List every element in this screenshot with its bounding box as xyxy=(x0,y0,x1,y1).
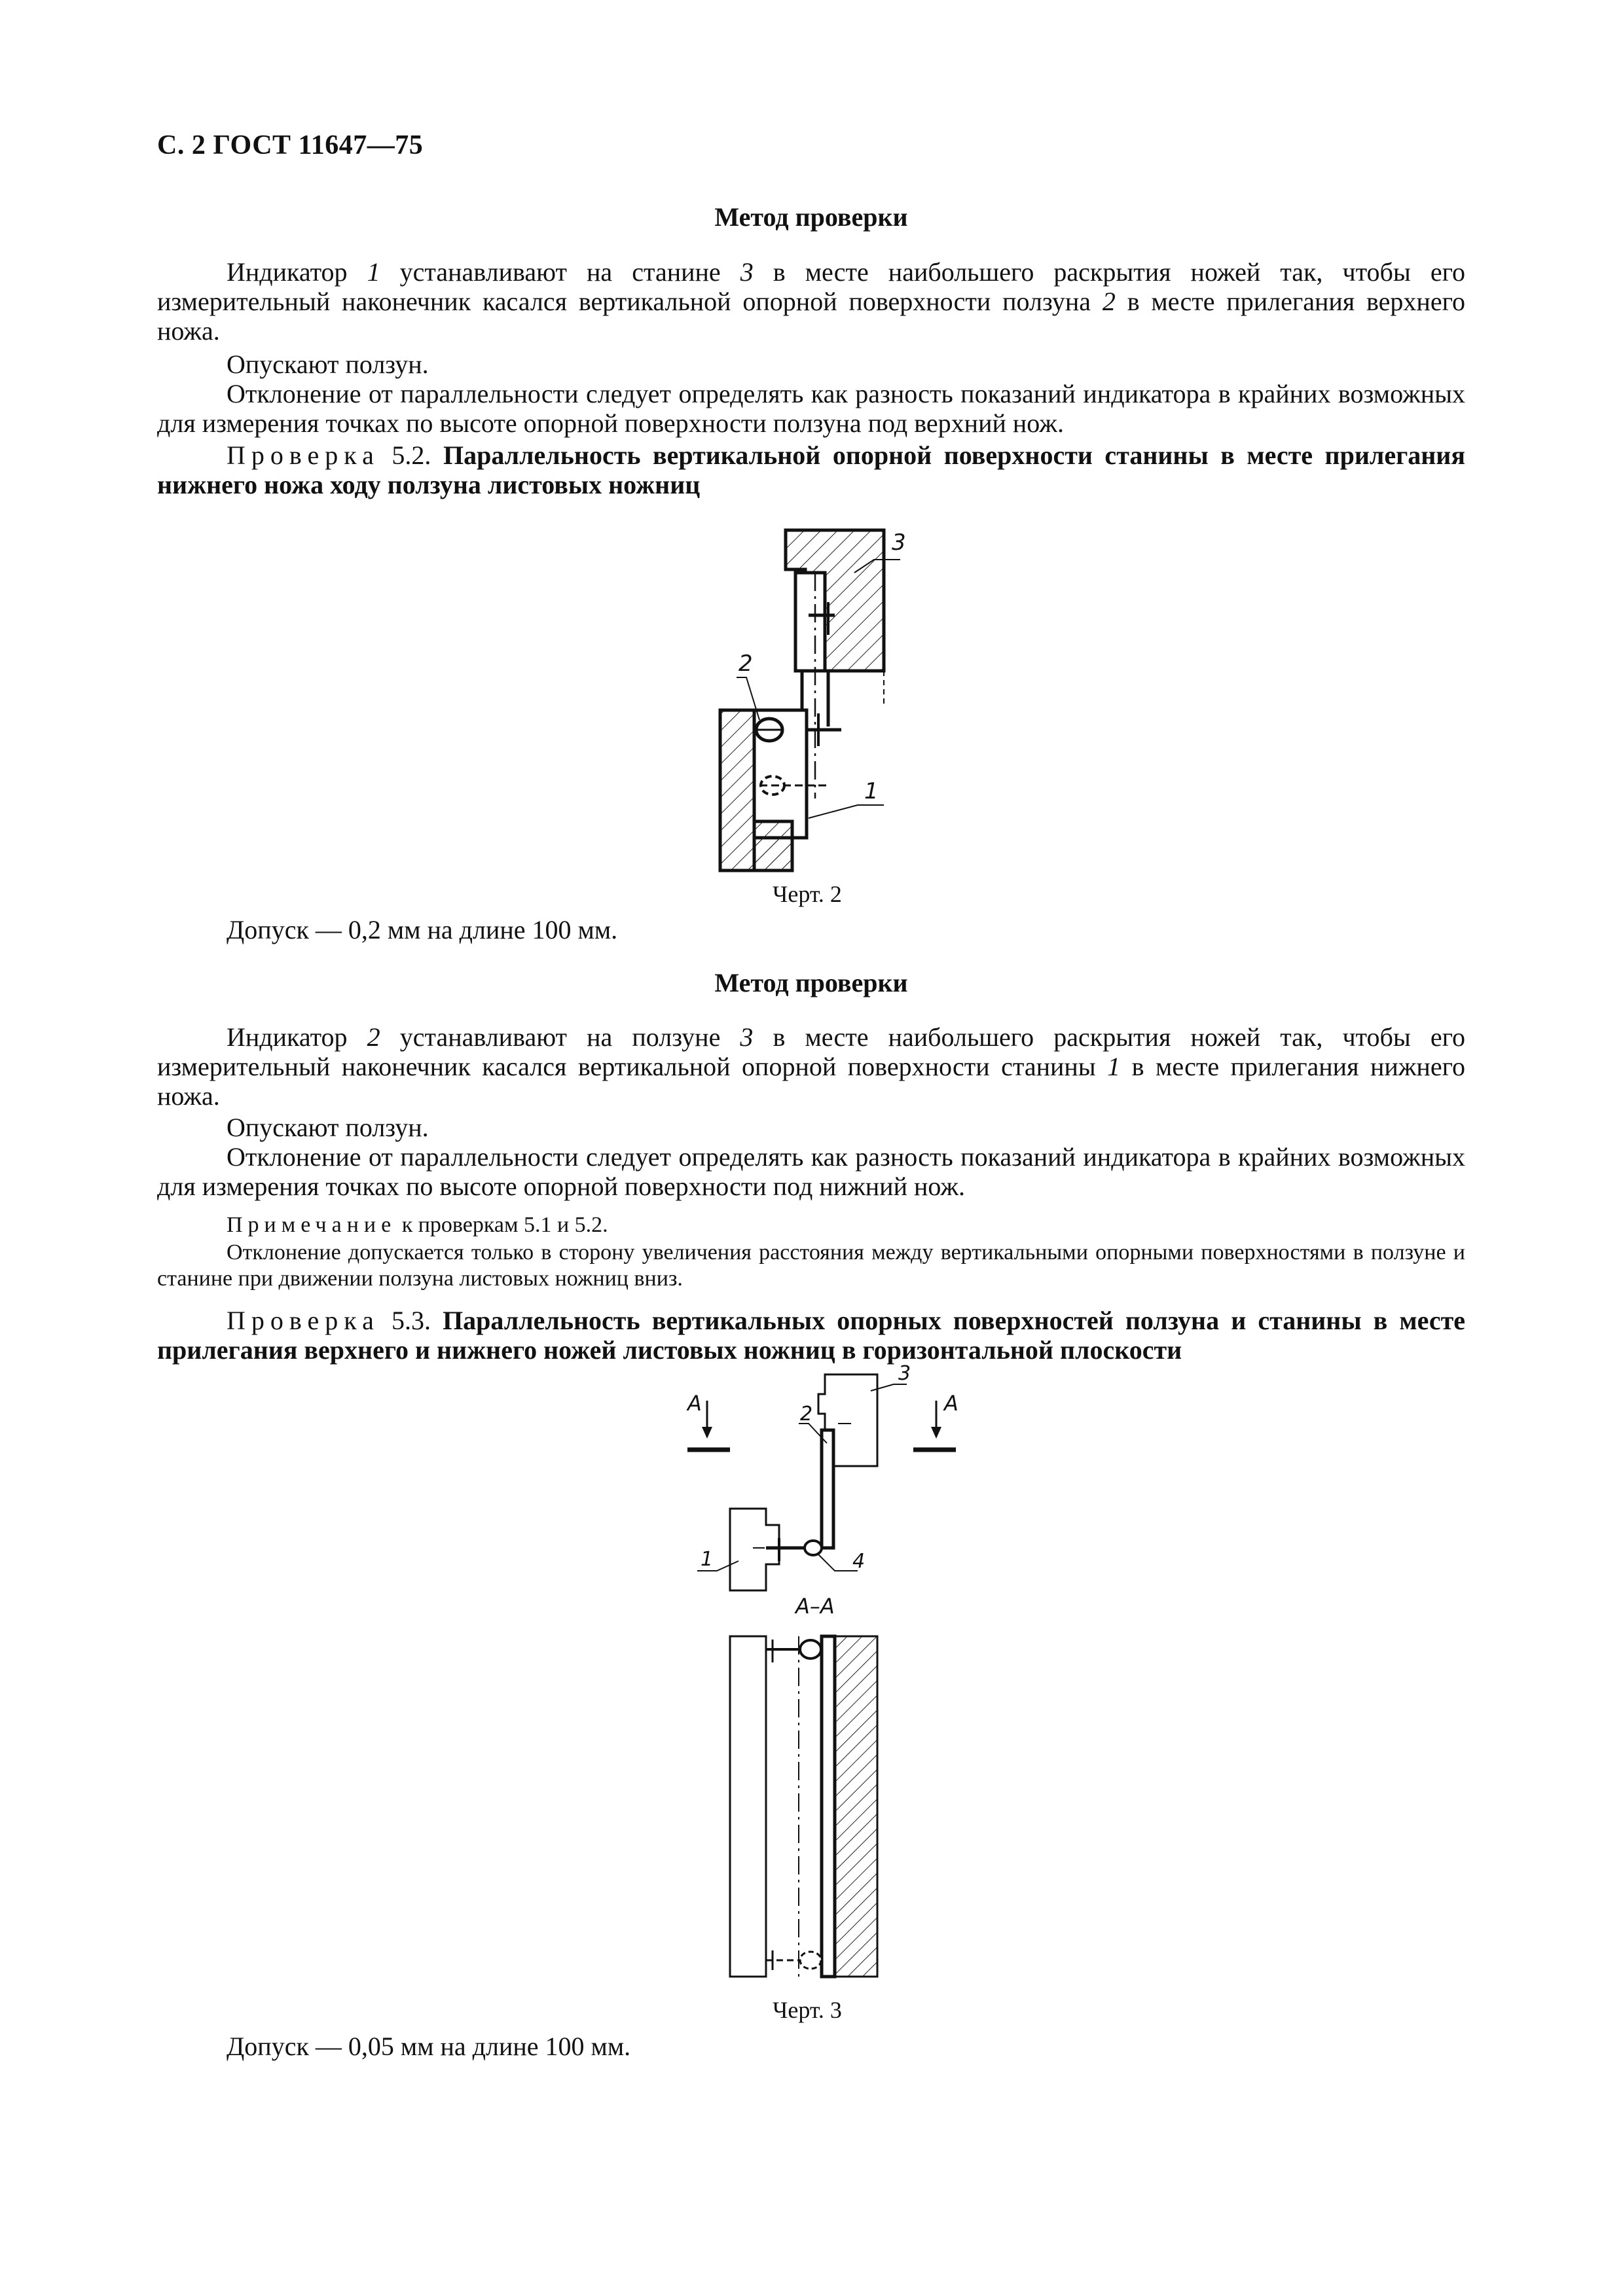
indicator-part-4 xyxy=(805,1541,822,1555)
page-header: С. 2 ГОСТ 11647—75 xyxy=(157,130,424,160)
label-3: 3 xyxy=(892,529,906,556)
section-indicator-bottom xyxy=(800,1952,821,1969)
method-heading-1: Метод проверки xyxy=(714,202,908,232)
section-frame xyxy=(730,1636,766,1977)
note-title: Примечание к проверкам 5.1 и 5.2. xyxy=(227,1213,608,1237)
label-1: 1 xyxy=(864,778,879,804)
method-2-paragraph-3: Отклонение от параллельности следует определять как разность показаний индикатора в крайних возможных для измерения точках по высоте опорной поверхности под нижний нож. xyxy=(157,1142,1465,1201)
label-2: 2 xyxy=(800,1403,813,1426)
tolerance-5-2: Допуск — 0,2 мм на длине 100 мм. xyxy=(227,915,618,944)
label-1: 1 xyxy=(701,1548,714,1571)
method-2-paragraph-1: Индикатор 2 устанавливают на ползуне 3 в месте наибольшего раскрытия ножей так, чтобы его измерительный наконечник касался вертикальной опорной поверхности станины 1 в месте прилегания нижнего ножа. xyxy=(157,1022,1465,1111)
section-arrow-left xyxy=(686,1391,730,1450)
figure-2-drawing xyxy=(707,511,956,864)
svg-text:A: A xyxy=(687,1391,702,1416)
method-1-paragraph-3: Отклонение от параллельности следует определять как разность показаний индикатора в крайних возможных для измерения точках по высоте опорной поверхности ползуна под верхний нож. xyxy=(157,379,1465,438)
method-heading-2: Метод проверки xyxy=(714,968,908,997)
figure-2-caption: Черт. 2 xyxy=(773,881,842,907)
check-5-2-title: Проверка 5.2. Параллельность вертикальной опорной поверхности станины в месте прилегания нижнего ножа ходу ползуна листовых ножниц xyxy=(157,440,1465,499)
label-2: 2 xyxy=(739,651,753,677)
method-1-paragraph-2: Опускают ползун. xyxy=(227,350,429,379)
section-label: A–A xyxy=(795,1594,835,1619)
figure-3-caption: Черт. 3 xyxy=(773,1997,842,2023)
section-slider-hatched xyxy=(835,1636,877,1977)
knife-part-2 xyxy=(822,1430,833,1548)
section-arrow-right xyxy=(913,1391,958,1450)
method-2-paragraph-2: Опускают ползун. xyxy=(227,1113,429,1142)
label-3: 3 xyxy=(898,1362,911,1385)
note-text: Отклонение допускается только в сторону увеличения расстояния между вертикальными опорными поверхностями в ползуне и станине при движении ползуна листовых ножниц вниз. xyxy=(157,1240,1465,1291)
method-1-paragraph-1: Индикатор 1 устанавливают на станине 3 в месте наибольшего раскрытия ножей так, чтобы его измерительный наконечник касался вертикальной опорной поверхности ползуна 2 в месте прилегания верхнего ножа. xyxy=(157,257,1465,346)
label-4: 4 xyxy=(852,1550,866,1573)
tolerance-5-3: Допуск — 0,05 мм на длине 100 мм. xyxy=(227,2032,631,2061)
section-indicator-top xyxy=(800,1640,821,1659)
section-a-a-drawing xyxy=(720,1630,890,1983)
check-5-3-title: Проверка 5.3. Параллельность вертикальных опорных поверхностей ползуна и станины в месте прилегания верхнего и нижнего ножей листовых ножниц в горизонтальной плоскости xyxy=(157,1306,1466,1365)
svg-text:A: A xyxy=(944,1391,958,1416)
upper-frame-part-3 xyxy=(786,530,884,671)
section-knife xyxy=(822,1636,835,1977)
